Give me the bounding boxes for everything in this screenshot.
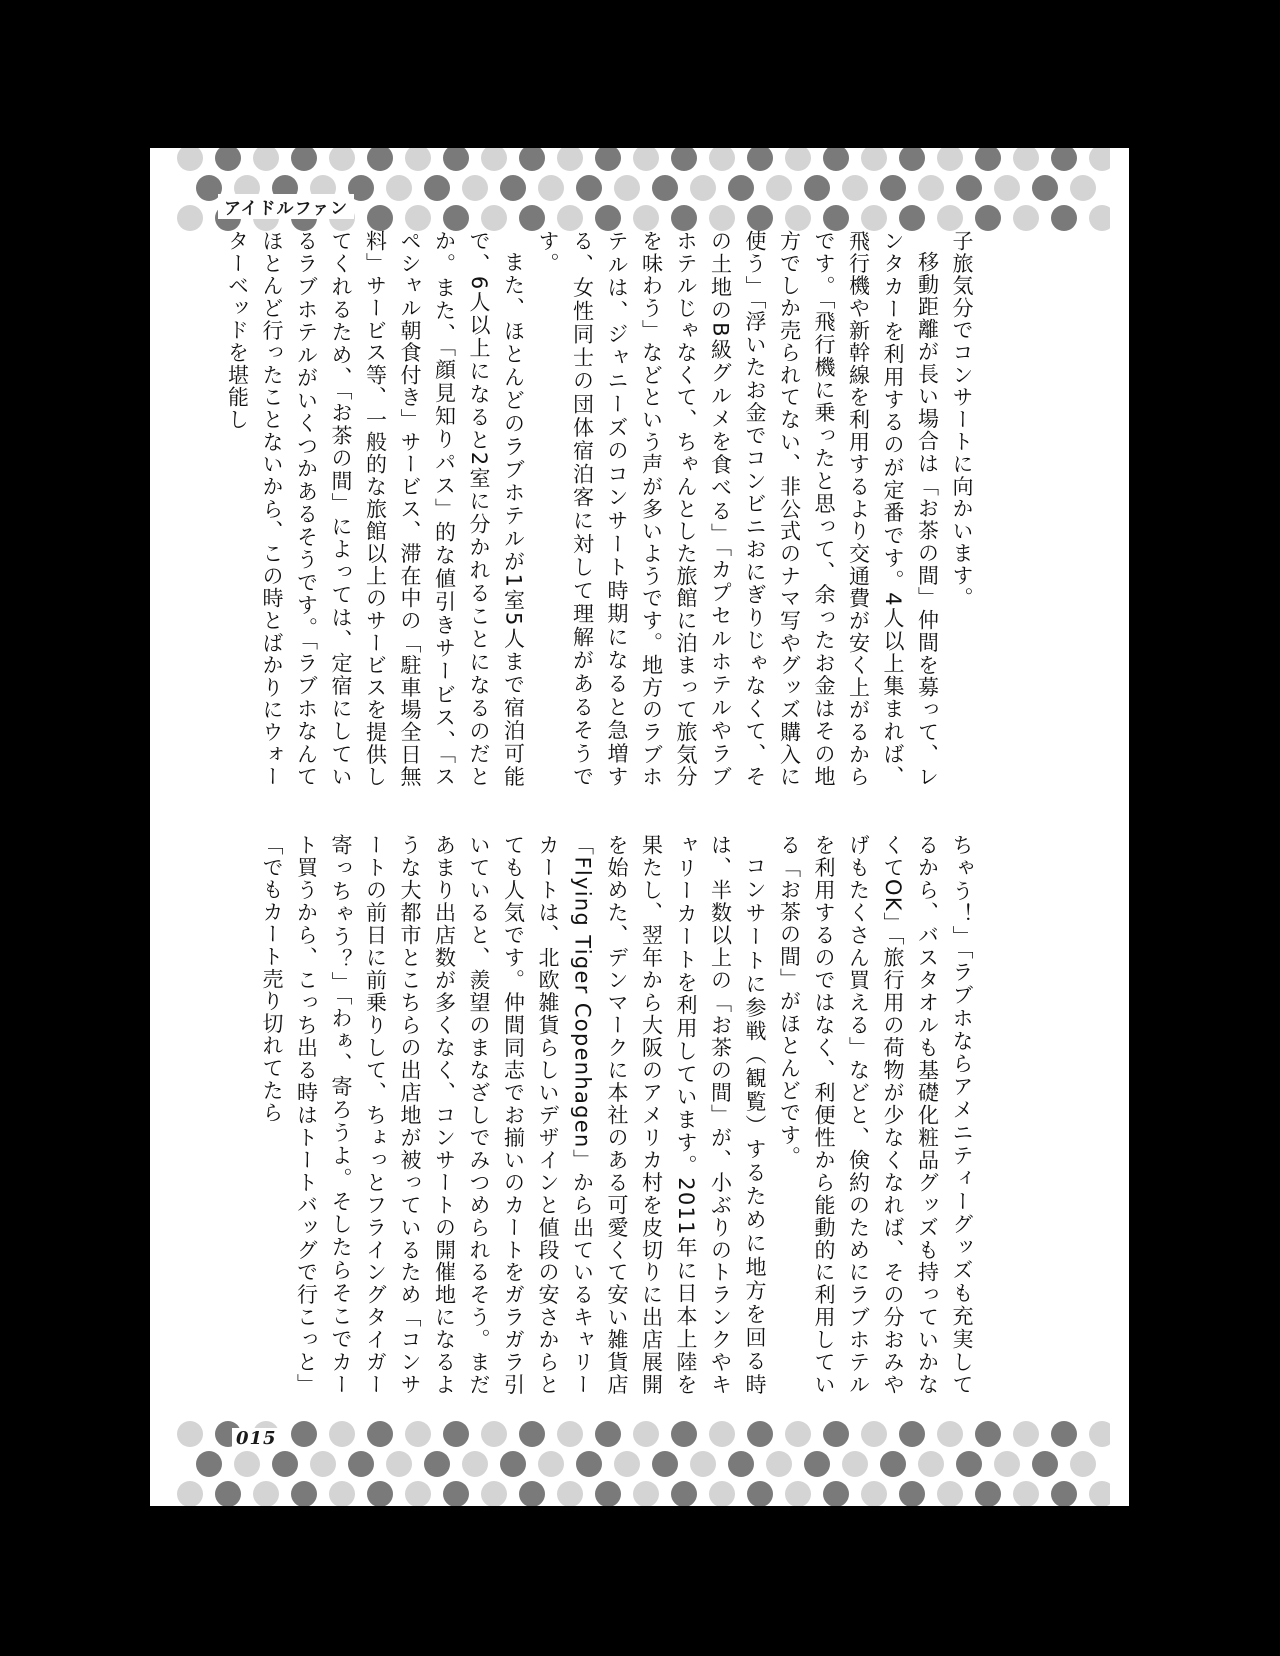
decorative-dot: [1089, 205, 1110, 231]
decorative-dot: [595, 1421, 621, 1447]
decorative-dot: [690, 175, 716, 201]
decorative-dot: [291, 148, 317, 171]
decorative-dot: [823, 1421, 849, 1447]
decorative-dot: [1032, 1451, 1058, 1477]
decorative-dot: [1013, 1421, 1039, 1447]
decorative-dot: [291, 1421, 317, 1447]
decorative-dot: [177, 148, 203, 171]
paragraph: コンサートに参戦（観覧）するために地方を回る時は、半数以上の「お茶の間」が、小ぶりのトランクやキャリーカートを利用しています。2011年に日本上陸を果たし、翌年から大阪のアメリカ村を皮切りに出店展開を始めた、デンマークに本社のある可愛くて安い雑貨店「Flying Tiger Copenhagen」から出ているキャリーカートは、北欧雑貨らしいデザインと値段の安さからとても人気です。仲間同志でお揃いのカートをガラガラ引いていると、羨望のまなざしでみつめられるそう。まだあまり出店数が多くなく、コンサートの開催地になるような大都市とこちらの出店地が被っているため「コンサートの前日に前乗りして、ちょっとフライングタイガー寄っちゃう？」「わぁ、寄ろうよ。そしたらそこでカート買うから、こっち出る時はトートバッグで行こっと」「でもカート売り切れてたら: [260, 834, 767, 1396]
decorative-dot: [462, 175, 488, 201]
decorative-dot: [747, 1421, 773, 1447]
decorative-dot: [424, 1451, 450, 1477]
decorative-dot: [747, 148, 773, 171]
decorative-dot: [918, 1451, 944, 1477]
decorative-dot: [861, 1421, 887, 1447]
decorative-dot: [937, 148, 963, 171]
decorative-dot: [272, 1451, 298, 1477]
decorative-dot: [443, 205, 469, 231]
decorative-dot: [804, 1451, 830, 1477]
paragraph: 移動距離が長い場合は「お茶の間」仲間を募って、レンタカーを利用するのが定番です。4人以上集まれば、飛行機や新幹線を利用するより交通費が安く上がるからです。「飛行機に乗ったと思って、余ったお金はその地方でしか売られてない、非公式のナマ写やグッズ購入に使う」「浮いたお金でコンビニおにぎりじゃなくて、その土地のB級グルメを食べる」「カプセルホテルやラブホテルじゃなくて、ちゃんとした旅館に泊まって旅気分を味わう」などという声が多いようです。地方のラブホテルは、ジャニーズのコンサート時期になると急増する、女性同士の団体宿泊客に対して理解があるそうです。: [536, 230, 940, 788]
decorative-dot: [386, 1451, 412, 1477]
decorative-dot: [386, 175, 412, 201]
decorative-dot: [633, 205, 659, 231]
decorative-dot: [652, 175, 678, 201]
decorative-dot: [310, 1451, 336, 1477]
decorative-dot: [348, 1451, 374, 1477]
decorative-dot: [557, 1481, 583, 1506]
decorative-dot: [899, 148, 925, 171]
decorative-dot: [595, 1481, 621, 1506]
decorative-dot: [956, 175, 982, 201]
decorative-dot: [443, 1421, 469, 1447]
decorative-dot: [823, 205, 849, 231]
decorative-dot: [975, 148, 1001, 171]
decorative-dot: [1013, 205, 1039, 231]
decorative-dot: [861, 148, 887, 171]
decorative-dot: [671, 148, 697, 171]
decorative-dot: [557, 205, 583, 231]
decorative-dot: [367, 205, 393, 231]
decorative-dot: [291, 1481, 317, 1506]
decorative-dot: [709, 1421, 735, 1447]
decorative-dot: [519, 205, 545, 231]
decorative-dot: [1051, 205, 1077, 231]
decorative-dot: [1089, 148, 1110, 171]
decorative-dot: [595, 148, 621, 171]
decorative-dot: [595, 205, 621, 231]
decorative-dot: [899, 1421, 925, 1447]
decorative-dot: [405, 205, 431, 231]
decorative-dot: [899, 205, 925, 231]
decorative-dot: [747, 1481, 773, 1506]
decorative-dot: [1051, 1481, 1077, 1506]
decorative-dot: [975, 1481, 1001, 1506]
decorative-dot: [785, 1481, 811, 1506]
decorative-dot: [709, 148, 735, 171]
decorative-dot: [177, 205, 203, 231]
decorative-dot: [215, 148, 241, 171]
decorative-dot: [671, 205, 697, 231]
decorative-dot: [177, 1421, 203, 1447]
decorative-dot: [481, 205, 507, 231]
decorative-dot: [918, 175, 944, 201]
decorative-dot: [785, 148, 811, 171]
decorative-dot: [462, 1451, 488, 1477]
decorative-dot: [633, 148, 659, 171]
decorative-dot: [234, 1451, 260, 1477]
decorative-dot: [1089, 1421, 1110, 1447]
decorative-dot: [956, 1451, 982, 1477]
decorative-dot: [253, 148, 279, 171]
decorative-dot: [519, 148, 545, 171]
decorative-dot: [690, 1451, 716, 1477]
decorative-dot: [880, 1451, 906, 1477]
bottom-dot-pattern: [170, 1418, 1110, 1506]
decorative-dot: [329, 1481, 355, 1506]
book-page: [150, 148, 1129, 1506]
lower-text-column: [259, 834, 979, 1396]
paragraph: ちゃう！」「ラブホならアメニティーグッズも充実してるから、バスタオルも基礎化粧品グッズも持っていかなくてOK」「旅行用の荷物が少なくなれば、その分おみやげもたくさん買える」などと、倹約のためにラブホテルを利用するのではなく、利便性から能動的に利用している「お茶の間」がほとんどです。: [777, 834, 974, 1396]
top-dot-pattern: [170, 148, 1110, 236]
decorative-dot: [842, 1451, 868, 1477]
decorative-dot: [557, 1421, 583, 1447]
decorative-dot: [1013, 1481, 1039, 1506]
decorative-dot: [861, 205, 887, 231]
decorative-dot: [481, 1481, 507, 1506]
decorative-dot: [994, 1451, 1020, 1477]
decorative-dot: [481, 148, 507, 171]
decorative-dot: [937, 1421, 963, 1447]
top-dot-border: [170, 148, 1110, 236]
decorative-dot: [519, 1421, 545, 1447]
decorative-dot: [633, 1481, 659, 1506]
decorative-dot: [823, 1481, 849, 1506]
decorative-dot: [709, 205, 735, 231]
decorative-dot: [1051, 148, 1077, 171]
decorative-dot: [576, 175, 602, 201]
decorative-dot: [405, 1421, 431, 1447]
decorative-dot: [614, 175, 640, 201]
decorative-dot: [557, 148, 583, 171]
decorative-dot: [405, 1481, 431, 1506]
decorative-dot: [405, 148, 431, 171]
decorative-dot: [367, 1421, 393, 1447]
decorative-dot: [975, 205, 1001, 231]
decorative-dot: [481, 1421, 507, 1447]
decorative-dot: [975, 1421, 1001, 1447]
decorative-dot: [443, 148, 469, 171]
decorative-dot: [424, 175, 450, 201]
decorative-dot: [709, 1481, 735, 1506]
decorative-dot: [253, 1481, 279, 1506]
decorative-dot: [1070, 1451, 1096, 1477]
decorative-dot: [728, 1451, 754, 1477]
decorative-dot: [196, 1451, 222, 1477]
decorative-dot: [1089, 1481, 1110, 1506]
decorative-dot: [766, 1451, 792, 1477]
decorative-dot: [785, 1421, 811, 1447]
decorative-dot: [329, 1421, 355, 1447]
page-number: 015: [232, 1428, 281, 1449]
decorative-dot: [804, 175, 830, 201]
decorative-dot: [842, 175, 868, 201]
decorative-dot: [1032, 175, 1058, 201]
paragraph: 子旅気分でコンサートに向かいます。: [950, 230, 974, 610]
decorative-dot: [728, 175, 754, 201]
bottom-dot-border: [170, 1418, 1110, 1506]
decorative-dot: [671, 1421, 697, 1447]
paragraph: また、ほとんどのラブホテルが1室5人まで宿泊可能で、6人以上になると2室に分かれることになるのだとか。また、「顔見知りパス」的な値引きサービス、「スペシャル朝食付き」サービス、滞在中の「駐車場全日無料」サービス等、一般的な旅館以上のサービスを提供してくれるため、「お茶の間」によっては、定宿にしているラブホテルがいくつかあるそうです。「ラブホなんてほとんど行ったことないから、この時とばかりにウォーターベッドを堪能し: [225, 230, 526, 788]
decorative-dot: [994, 175, 1020, 201]
decorative-dot: [500, 1451, 526, 1477]
decorative-dot: [519, 1481, 545, 1506]
decorative-dot: [671, 1481, 697, 1506]
decorative-dot: [747, 205, 773, 231]
decorative-dot: [937, 1481, 963, 1506]
decorative-dot: [329, 148, 355, 171]
decorative-dot: [1070, 175, 1096, 201]
decorative-dot: [1051, 1421, 1077, 1447]
decorative-dot: [367, 1481, 393, 1506]
decorative-dot: [880, 175, 906, 201]
decorative-dot: [861, 1481, 887, 1506]
decorative-dot: [538, 1451, 564, 1477]
decorative-dot: [367, 148, 393, 171]
decorative-dot: [785, 205, 811, 231]
decorative-dot: [500, 175, 526, 201]
decorative-dot: [614, 1451, 640, 1477]
decorative-dot: [1013, 148, 1039, 171]
upper-text-column: [225, 230, 979, 788]
decorative-dot: [538, 175, 564, 201]
decorative-dot: [899, 1481, 925, 1506]
running-header: アイドルファン: [218, 194, 354, 219]
decorative-dot: [177, 1481, 203, 1506]
decorative-dot: [633, 1421, 659, 1447]
decorative-dot: [443, 1481, 469, 1506]
decorative-dot: [823, 148, 849, 171]
decorative-dot: [215, 1481, 241, 1506]
decorative-dot: [937, 205, 963, 231]
decorative-dot: [576, 1451, 602, 1477]
decorative-dot: [766, 175, 792, 201]
decorative-dot: [652, 1451, 678, 1477]
